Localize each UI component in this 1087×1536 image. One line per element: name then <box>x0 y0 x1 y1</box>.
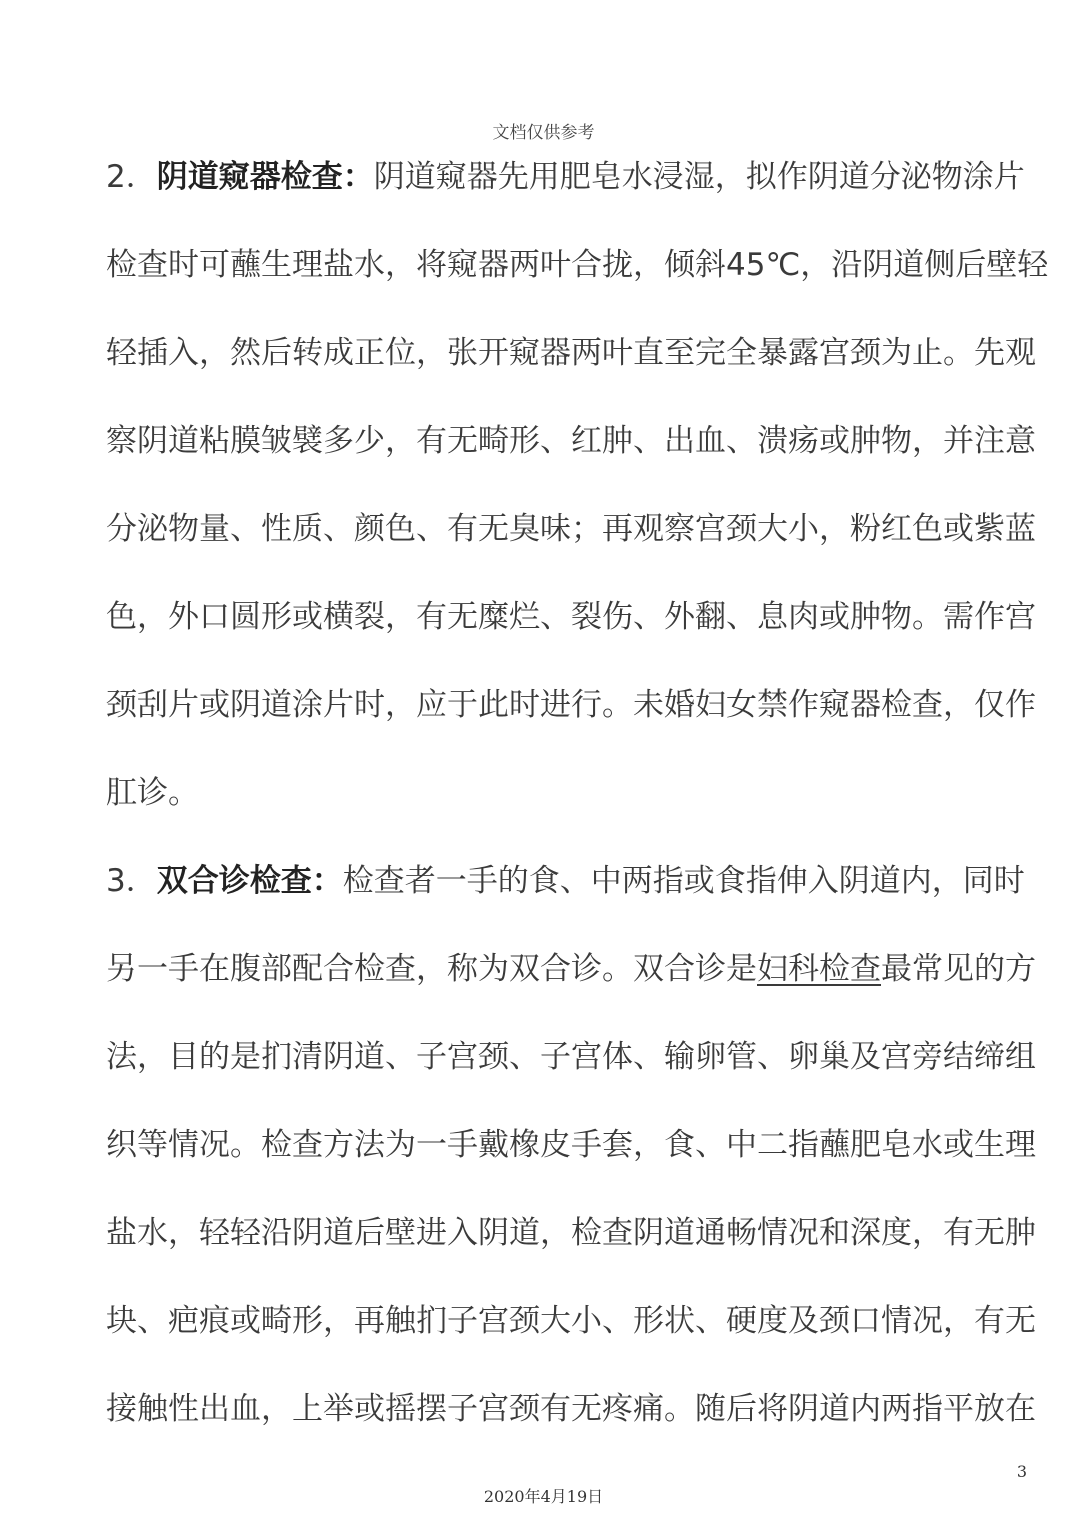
paragraph-2-text: 阴道窥器先用肥皂水浸湿，拟作阴道分泌物涂片 <box>373 159 1025 195</box>
page-footer-date: 2020年4月19日 <box>483 1487 604 1506</box>
paragraph-2-heading: 阴道窥器检查 <box>156 159 343 195</box>
gynecology-exam-link[interactable]: 妇科检查 <box>757 951 881 987</box>
paragraph-2-line-7: 颈刮片或阴道涂片时，应于此时进行。未婚妇女禁作窥器检查，仅作 <box>106 687 1036 723</box>
paragraph-3-line-7: 接触性出血，上举或摇摆子宫颈有无疼痛。随后将阴道内两指平放在 <box>106 1391 1036 1427</box>
paragraph-3-line-5: 盐水，轻轻沿阴道后壁进入阴道，检查阴道通畅情况和深度，有无肿 <box>106 1215 1036 1251</box>
paragraph-2-line-1 <box>106 152 1026 240</box>
paragraph-2-line-6: 色，外口圆形或横裂，有无糜烂、裂伤、外翻、息肉或肿物。需作宫 <box>106 599 1036 635</box>
page-header: 文档仅供参考 <box>492 123 595 143</box>
paragraph-3-line-2 <box>106 944 1036 1032</box>
paragraph-2-colon: ： <box>342 159 374 195</box>
paragraph-3-text: 检查者一手的食、中两指或食指伸入阴道内，同时 <box>342 863 1025 899</box>
paragraph-3-text-a: 另一手在腹部配合检查，称为双合诊。双合诊是 <box>106 951 757 987</box>
paragraph-3-line-3: 法，目的是扪清阴道、子宫颈、子宫体、输卵管、卵巢及宫旁结缔组 <box>106 1039 1036 1075</box>
page-number: 3 <box>1016 1462 1027 1481</box>
paragraph-2-line-5: 分泌物量、性质、颜色、有无臭味；再观察宫颈大小，粉红色或紫蓝 <box>106 511 1036 547</box>
paragraph-3-colon: ： <box>311 863 343 899</box>
paragraph-2-number: 2． <box>106 159 157 195</box>
paragraph-3-line-4: 织等情况。检查方法为一手戴橡皮手套，食、中二指蘸肥皂水或生理 <box>106 1127 1036 1163</box>
paragraph-2-line-8: 肛诊。 <box>106 775 199 811</box>
paragraph-2-line-4: 察阴道粘膜皱襞多少，有无畸形、红肿、出血、溃疡或肿物，并注意 <box>106 423 1036 459</box>
paragraph-3-number: 3． <box>106 863 157 899</box>
paragraph-3-line-6: 块、疤痕或畸形，再触扪子宫颈大小、形状、硬度及颈口情况，有无 <box>106 1303 1036 1339</box>
paragraph-2-line-2: 检查时可蘸生理盐水，将窥器两叶合拢，倾斜45℃，沿阴道侧后壁轻 <box>106 247 1049 283</box>
document-body <box>106 152 1049 1472</box>
paragraph-3-line-1 <box>106 856 1026 944</box>
paragraph-3-heading: 双合诊检查 <box>156 863 312 899</box>
paragraph-3-text-b: 最常见的方 <box>881 951 1036 987</box>
paragraph-2-line-3: 轻插入，然后转成正位，张开窥器两叶直至完全暴露宫颈为止。先观 <box>106 335 1036 371</box>
